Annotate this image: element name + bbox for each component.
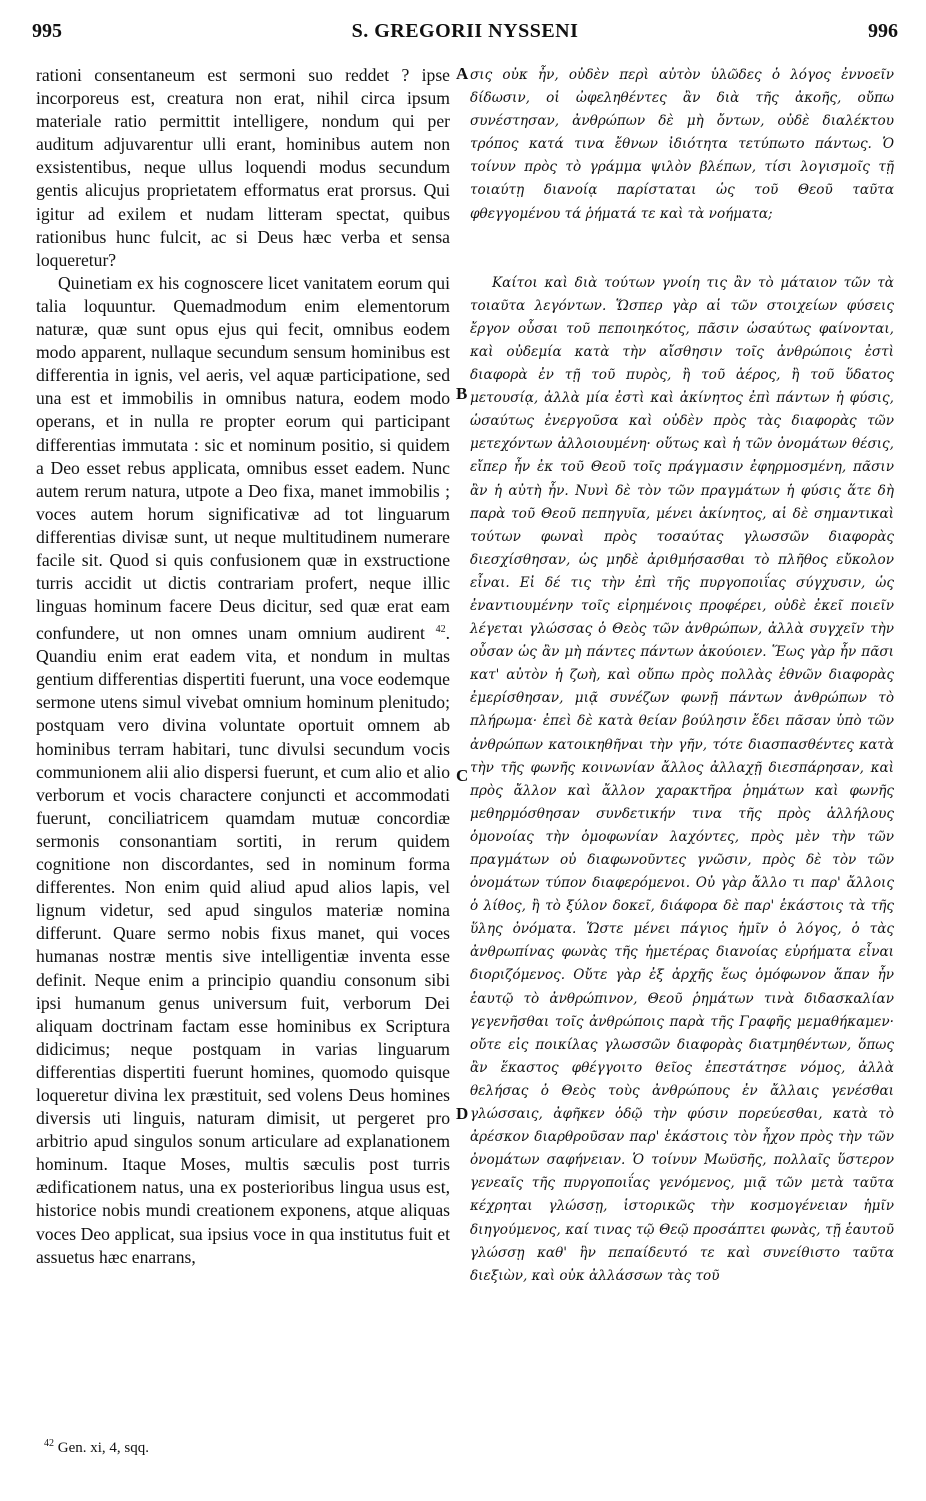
latin-paragraph-2: [36, 272, 450, 1269]
greek-paragraph-2: Καίτοι καὶ διὰ τούτων γνοίη τις ἂν τὸ μάταιον τῶν τὰ τοιαῦτα λεγόντων. Ὥσπερ γὰρ αἱ τῶν στοιχείων φύσεις ἔργον οὖσαι τοῦ πεποιηκότος, πᾶσιν ὡσαύτως φαίνονται, καὶ οὐδεμία κατὰ τὴν αἴσθησιν τοῖς ἀνθρώποις ἐστὶ διαφορὰ ἐν τῇ τοῦ πυρὸς, ἢ τοῦ ἀέρος, ἢ τοῦ ὕδατος μετουσίᾳ, ἀλλὰ μία ἐστὶ καὶ ἀκίνητος ἐπὶ πάντων ἡ φύσις, ὡσαύτως ἐνεργοῦσα καὶ οὐδὲν πρὸς τὰς διαφορὰς τῶν μετεχόντων ἀλλοιουμένη· οὕτως καὶ ἡ τῶν ὀνομάτων θέσις, εἴπερ ἦν ἐκ τοῦ Θεοῦ τοῖς πράγμασιν ἐφηρμοσμένη, πᾶσιν ἂν ἡ αὐτὴ ἦν. Νυνὶ δὲ τὸν τῶν πραγμάτων ἡ φύσις ἅτε δὴ παρὰ τοῦ Θεοῦ πεπηγυῖα, μένει ἀκίνητος, αἱ δὲ σημαντικαὶ τούτων φωναὶ πρὸς τοσαύτας γλωσσῶν διαφορὰς διεσχίσθησαν, ὡς μηδὲ ἀριθμήσασθαι τὸ πλῆθος εὔκολον εἶναι. Εἰ δέ τις τὴν ἐπὶ τῆς πυργοποιΐας σύγχυσιν, ὡς ἐναντιουμένην τοῖς εἰρημένοις προφέρει, οὐδὲ ἐκεῖ ποιεῖν λέγεται γλώσσας ὁ Θεὸς τῶν ἀνθρώπων, ἀλλὰ συγχεῖν τὴν οὖσαν ὡς ἂν μὴ πάντες πάντων ἀκούοιεν. Ἕως γὰρ ἦν πᾶσι κατ' αὐτὸν ἡ ζωὴ, καὶ οὔπω πρὸς πολλὰς ἐθνῶν διαφορὰς ἐμερίσθησαν, μιᾷ συνέζων φωνῇ πάντων ἀνθρώπων τὸ πλήρωμα· ἐπεὶ δὲ κατὰ θείαν βούλησιν ἔδει πᾶσαν ὑπὸ τῶν ἀνθρώπων κατοικηθῆναι τὴν γῆν, τότε διασπασθέντες κατὰ τὴν τῆς φωνῆς κοινωνίαν ἄλλος ἀλλαχῇ διεσπάρησαν, καὶ πρὸς ἄλλον καὶ ἄλλον χαρακτῆρα ῥημάτων καὶ φωνῆς μεθηρμόσθησαν συνδετικήν τινα τῆς πρὸς ἀλλήλους ὁμονοίας τὴν ὁμοφωνίαν λαχόντες, πρὸς μὲν τὴν τῶν πραγμάτων οὐ διαφωνοῦντες γνῶσιν, πρὸς δὲ τὸν τῶν ὀνομάτων τύπον διαφερόμενοι. Οὐ γὰρ ἄλλο τι παρ' ἄλλοις ὁ λίθος, ἢ τὸ ξύλον δοκεῖ, διάφορα δὲ παρ' ἑκάστοις τὰ τῆς ὕλης ὀνόματα. Ὥστε μένει πάγιος ἡμῖν ὁ λόγος, ὁ τὰς ἀνθρωπίνας φωνὰς τῆς ἡμετέρας διανοίας εὑρήματα εἶναι διοριζόμενος. Οὔτε γὰρ ἐξ ἀρχῆς ἕως ὁμόφωνον ἅπαν ἦν ἑαυτῷ τὸ ἀνθρώπινον, Θεοῦ ῥημάτων τινὰ διδασκαλίαν γεγενῆσθαι τοῖς ἀνθρώποις παρὰ τῆς Γραφῆς μεμαθήκαμεν· οὔτε εἰς ποικίλας γλωσσῶν διαφορὰς διατμηθέντων, ὅπως ἂν ἕκαστος φθέγγοιτο θεῖος ἐπεστάτησε νόμος, ἀλλὰ θελήσας ὁ Θεὸς τοὺς ἀνθρώπους ἐν ἄλλαις γενέσθαι γλώσσαις, ἀφῆκεν ὁδῷ τὴν φύσιν πορεύεσθαι, κατὰ τὸ ἀρέσκον διαρθροῦσαν παρ' ἑκάστοις τὸν ἦχον πρὸς τὴν τῶν ὀνομάτων σαφήνειαν. Ὁ τοίνυν Μωϋσῆς, πολλαῖς ὕστερον γενεαῖς τῆς πυργοποιΐας γενόμενος, μιᾷ τῶν μετὰ ταῦτα κέχρηται γλώσσῃ, ἱστορικῶς τὴν κοσμογένειαν ἡμῖν διηγούμενος, καί τινας τῷ Θεῷ προσάπτει φωνὰς, τῇ ἑαυτοῦ γλώσσῃ καθ' ἣν πεπαίδευτό τε καὶ συνείθιστο ταῦτα διεξιὼν, καὶ οὐκ ἀλλάσσων τὰς τοῦ: [470, 274, 894, 1284]
footnote: [44, 1438, 149, 1457]
section-marker-a: A: [456, 64, 469, 83]
section-marker-c: C: [456, 766, 469, 785]
page-number-right: 996: [868, 20, 898, 42]
running-head-title: S. GREGORII NYSSENI: [351, 20, 579, 42]
section-marker-d: D: [456, 1104, 469, 1123]
paragraph-gap: [470, 226, 894, 272]
footnote-text: Gen. xi, 4, sqq.: [54, 1440, 149, 1456]
latin-paragraph-1: rationi consentaneum est sermoni suo reddet ? ipse incorporeus est, creatura non erat, nihil circa ipsum materiale ratio permittit intelligere, nondum qui per auditum adjuvarentur ulli erant, hominibus autem non exsistentibus, neque ullus loquendi modus secundum gentis alicujus proprietatem efformatus erat prorsus. Qui igitur ad exilem et nudam litteram spectat, quibus rationibus hunc fulcit, ac si Deus hæc verba et sensa loqueretur?: [36, 65, 450, 270]
footnote-ref: 42: [435, 624, 446, 636]
latin-paragraph-2-text: Quinetiam ex his cognoscere licet vanitatem eorum qui talia loquuntur. Quemadmodum enim elementorum naturæ, quæ sunt opus ejus qui fecit, omnibus eodem modo apparent, nullaque secundum sensum hominibus est differentia in ignis, vel aeris, vel aquæ participatione, sed una est et immobilis in omnibus natura, eodem modo operans, et in nulla re propter eorum qui participant differentias immutata : sic et nominum positio, si quidem a Deo esset rebus applicata, omnibus esset eadem. Nunc autem rerum natura, utpote a Deo fixa, manet immobilis ; voces autem horum significativæ ad tot linguarum differentias divisæ sunt, ut neque multitudinem numerare facile sit. Quod si quis confusionem quæ in exstructione turris accidit ut dictis contrariam profert, neque illic linguas hominum facere Deus dicitur, sed quæ erat eam confundere, ut non omnes unam omnium audirent: [36, 272, 450, 644]
footnote-number: 42: [44, 1438, 54, 1449]
greek-column: [470, 64, 894, 1288]
latin-column: [36, 64, 450, 1269]
section-marker-b: B: [456, 384, 468, 403]
latin-paragraph-2-continuation: . Quandiu enim erat eadem vita, et nondum in multas gentium differentias dispertiti fuerunt, una voce eodemque sermone utens simul vivebat omnium hominum plenitudo; postquam vero divina voluntate oportuit omnem ab hominibus terram habitari, tunc divulsi secundum vocis communionem alii alio dispersi fuerunt, et cum alio et alio verborum et vocis charactere conjuncti et accommodati fuerunt, conciliatricem quamdam mutuæ concordiæ sermonis consonantiam sortiti, in rerum quidem cognitione non discordantes, sed in nominum forma differentes. Non enim quid aliud apud alios lapis, vel lignum videtur, sed apud singulos materiæ nomina differunt. Quare sermo nobis fixus manet, qui voces humanas nostræ mentis sive intelligentiæ inventa esse definit. Neque enim a principio quandiu consonum sibi ipsi humanum genus universum fuit, verborum Dei aliquam doctrinam factam esse hominibus ex Scriptura didicimus; neque postquam in varias linguarum differentias dispertiti fuerunt homines, quomodo quisque loqueretur divina lex præstituit, sed volens Deus homines diversis uti linguis, naturam dimisit, ut pergeret pro arbitrio apud singulos sonum articulare ad explanationem hominum. Itaque Moses, multis sæculis post turris ædificationem natus, una ex posterioribus lingua usus est, historice nobis mundi creationem exponens, atque aliquas voces Deo applicat, sua ipsius voce in qua institutus fuit et assuetus hæc enarrans,: [36, 623, 450, 1267]
greek-paragraph-1: σις οὐκ ἦν, οὐδὲν περὶ αὐτὸν ὑλῶδες ὁ λόγος ἐννοεῖν δίδωσιν, οἱ ὠφεληθέντες ἂν διὰ τῆς ἀκοῆς, οὔπω συνέστησαν, ἀνθρώπων δὲ μὴ ὄντων, οὐδὲ διαλέκτου τρόπος κατά τινα ἔθνων ἰδιότητα τετύπωτο πάντως. Ὁ τοίνυν πρὸς τὸ γράμμα ψιλὸν βλέπων, τίσι λογισμοῖς τῇ τοιαύτῃ διανοίᾳ παρίσταται ὡς τοῦ Θεοῦ ταῦτα φθεγγομένου τά ῥήματά τε καὶ τὰ νοήματα;: [470, 67, 894, 222]
page-number-left: 995: [32, 20, 62, 42]
running-header: [32, 20, 898, 50]
